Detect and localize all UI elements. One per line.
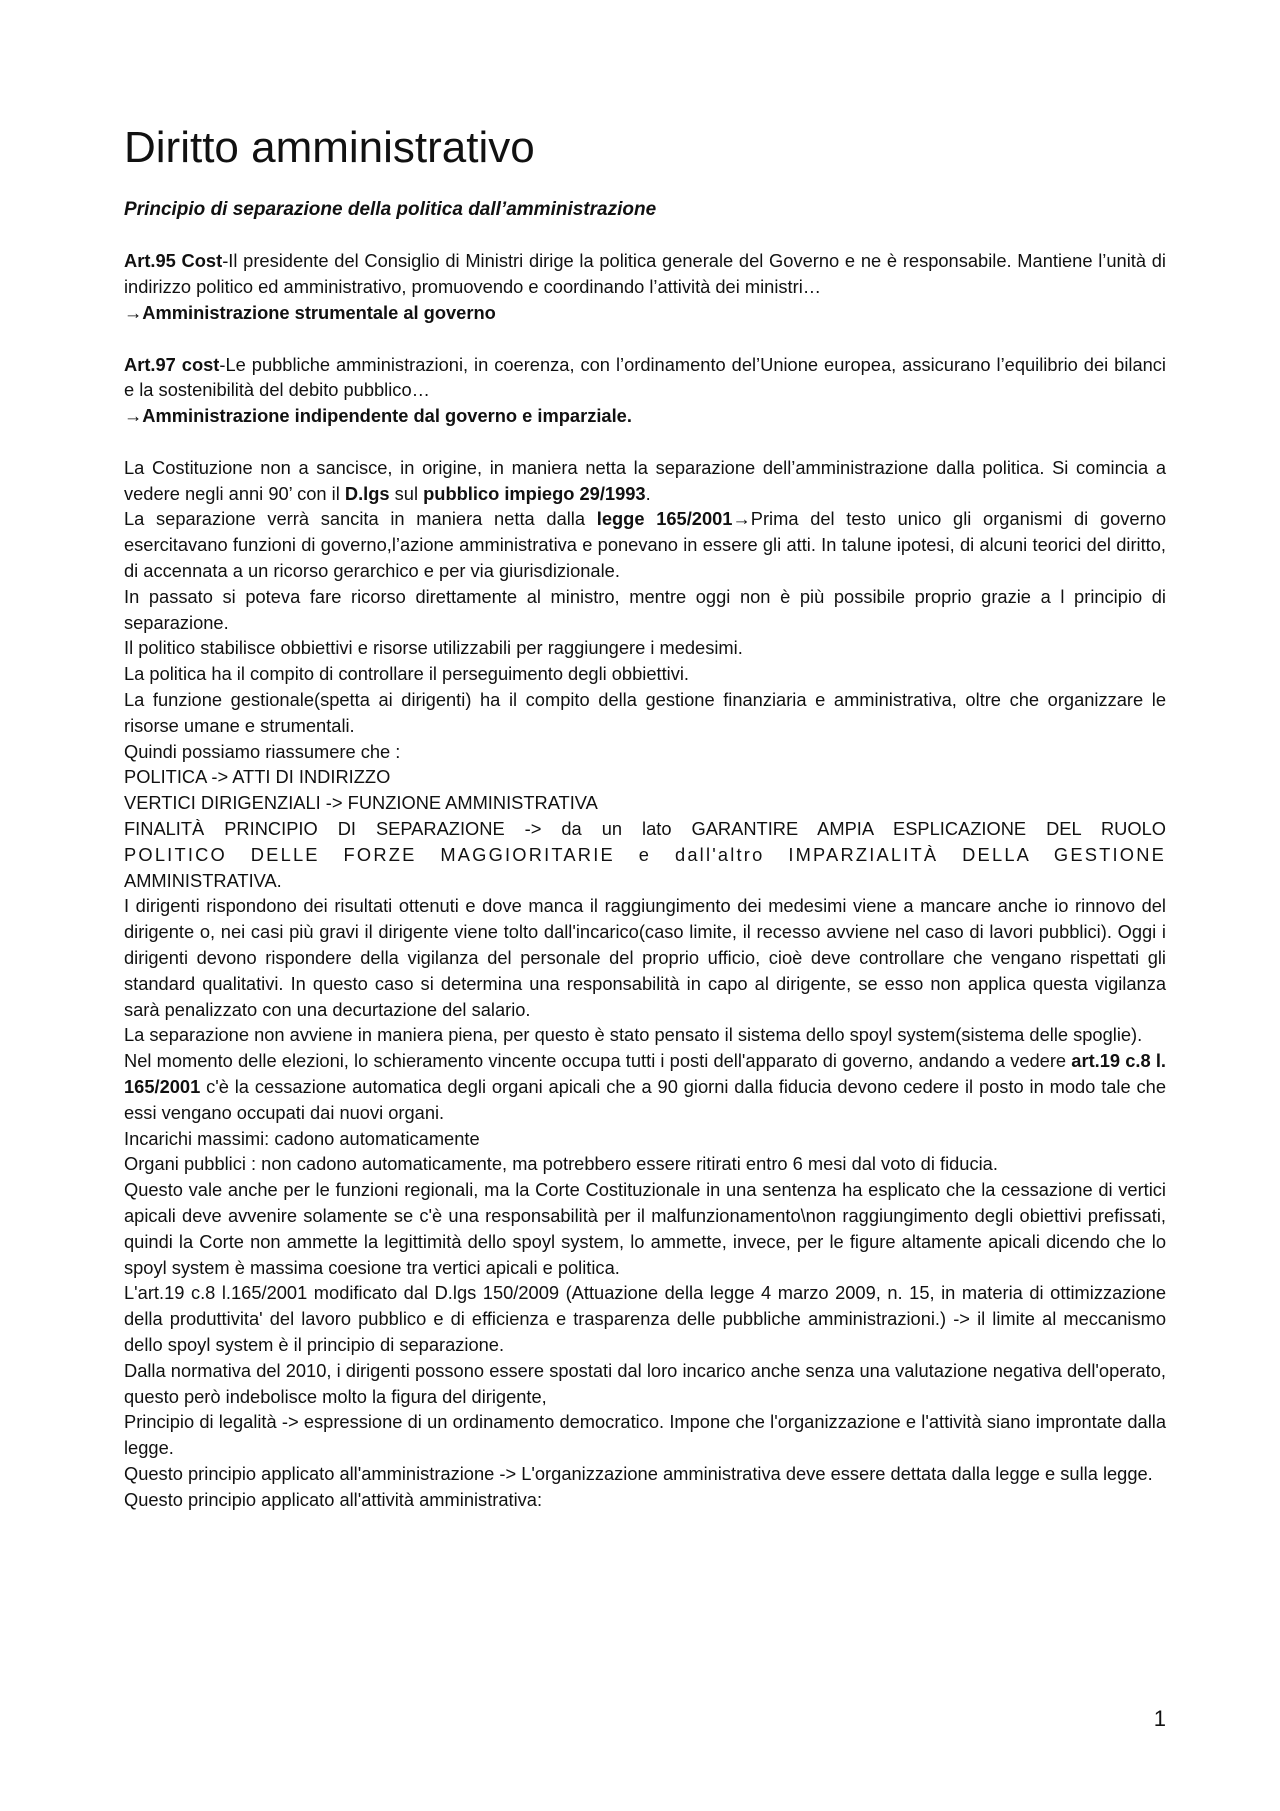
text-span: →Prima del testo unico gli organismi di governo esercitavano funzioni di governo,l’azione amministrativa e ponevano in essere gli atti. In talune ipotesi, di alcuni teorici del diritto, di accennata a un ricorso gerarchico e per via giurisdizionale. [124, 508, 1167, 581]
art95-text: -Il presidente del Consiglio di Ministri dirige la politica generale del Governo e ne è responsabile. Mantiene l’unità di indirizzo politico ed amministrativo, promuovendo e coordinando l’attività dei ministri… [124, 250, 1166, 298]
text-span: Nel momento delle elezioni, lo schieramento vincente occupa tutti i posti dell'apparato di governo, andando a vedere [124, 1050, 1072, 1072]
paragraph: In passato si poteva fare ricorso direttamente al ministro, mentre oggi non è più possibile proprio grazie a l principio di separazione. [124, 585, 1166, 633]
paragraph: La politica ha il compito di controllare il perseguimento degli obbiettivi. [124, 663, 689, 685]
bold-span: D.lgs [344, 482, 390, 504]
paragraph: Questo vale anche per le funzioni regionali, ma la Corte Costituzionale in una sentenza ha esplicato che la cessazione di vertici apicali deve avvenire solamente se c'è una responsabilità per il malfunzionamento\non raggiungimento degli obiettivi prefissati, quindi la Corte non ammette la legittimità dello spoyl system, lo ammette, invece, per le figure altamente apicali dicendo che lo spoyl system è massima coesione tra vertici apicali e politica. [124, 1179, 1166, 1278]
art95-conclusion [124, 300, 1166, 326]
paragraph: Dalla normativa del 2010, i dirigenti possono essere spostati dal loro incarico anche senza una valutazione negativa dell'operato, questo però indebolisce molto la figura del dirigente, [124, 1359, 1166, 1407]
art97-paragraph [124, 352, 1166, 404]
paragraph: Questo principio applicato all'amministrazione -> L'organizzazione amministrativa deve essere dettata dalla legge e sulla legge. [124, 1462, 1153, 1484]
text-span: sul [389, 482, 424, 504]
paragraph: Organi pubblici : non cadono automaticamente, ma potrebbero essere ritirati entro 6 mesi dal voto di fiducia. [124, 1153, 998, 1175]
page-number: 1 [1153, 1706, 1166, 1731]
costituzione-paragraph [124, 455, 1166, 507]
art97-ref: Art.97 cost [124, 353, 220, 375]
art95-conclusion-text: →Amministrazione strumentale al governo [124, 302, 496, 324]
art97-conclusion [124, 403, 1166, 429]
art95-ref: Art.95 Cost [124, 250, 223, 272]
paragraph: La funzione gestionale(spetta ai dirigenti) ha il compito della gestione finanziaria e amministrativa, oltre che organizzare le risorse umane e strumentali. [124, 688, 1166, 736]
finalita-line-2: POLITICO DELLE FORZE MAGGIORITARIE e dall'altro IMPARZIALITÀ DELLA GESTIONE [124, 843, 1166, 865]
paragraph: Incarichi massimi: cadono automaticamente [124, 1127, 480, 1149]
paragraph: L'art.19 c.8 l.165/2001 modificato dal D.lgs 150/2009 (Attuazione della legge 4 marzo 2009, n. 15, in materia di ottimizzazione della produttivita' del lavoro pubblico e di efficienza e trasparenza delle pubbliche amministrazioni.) -> il limite al meccanismo dello spoyl system è il principio di separazione. [124, 1282, 1166, 1355]
legge165-paragraph [124, 506, 1166, 583]
paragraph: Questo principio applicato all'attività amministrativa: [124, 1488, 543, 1510]
text-span: La Costituzione non a sancisce, in origine, in maniera netta la separazione dell’amministrazione dalla politica. Si comincia a vedere negli anni 90’ con il [124, 456, 1166, 504]
paragraph: La separazione non avviene in maniera piena, per questo è stato pensato il sistema dello spoyl system(sistema delle spoglie). [124, 1024, 1143, 1046]
document-title: Diritto amministrativo [124, 123, 535, 172]
elezioni-paragraph [124, 1048, 1166, 1125]
paragraph: VERTICI DIRIGENZIALI -> FUNZIONE AMMINISTRATIVA [124, 792, 598, 814]
section-subtitle: Principio di separazione della politica dall’amministrazione [124, 198, 657, 220]
finalita-line-3: AMMINISTRATIVA. [124, 869, 282, 891]
paragraph: Principio di legalità -> espressione di un ordinamento democratico. Impone che l'organizzazione e l'attività siano improntate dalla legge. [124, 1411, 1166, 1459]
bold-span: art.19 c.8 l. 165/2001 [124, 1050, 1166, 1097]
text-span: La separazione verrà sancita in maniera netta dalla [124, 508, 597, 530]
text-span: c'è la cessazione automatica degli organi apicali che a 90 giorni dalla fiducia devono cedere il posto in modo tale che essi vengano occupati dai nuovi organi. [124, 1075, 1166, 1123]
finalita-line-1: FINALITÀ PRINCIPIO DI SEPARAZIONE -> da un lato GARANTIRE AMPIA ESPLICAZIONE DEL RUOLO [124, 817, 1166, 839]
paragraph: POLITICA -> ATTI DI INDIRIZZO [124, 766, 391, 788]
art97-text: -Le pubbliche amministrazioni, in coerenza, con l’ordinamento del’Unione europea, assicurano l’equilibrio dei bilanci e la sostenibilità del debito pubblico… [124, 353, 1166, 401]
art97-conclusion-text: →Amministrazione indipendente dal governo e imparziale. [124, 405, 632, 427]
text-span: . [645, 482, 651, 504]
paragraph: Il politico stabilisce obbiettivi e risorse utilizzabili per raggiungere i medesimi. [124, 637, 743, 659]
art95-paragraph [124, 248, 1166, 300]
paragraph: I dirigenti rispondono dei risultati ottenuti e dove manca il raggiungimento dei medesimi viene a mancare anche io rinnovo del dirigente o, nei casi più gravi il dirigente viene tolto dall'incarico(caso limite, il recesso avviene nel caso di lavori pubblici). Oggi i dirigenti devono rispondere della vigilanza del personale del proprio ufficio, cioè deve controllare che vengano rispettati gli standard qualitativi. In questo caso si determina una responsabilità in capo al dirigente, se esso non applica questa vigilanza sarà penalizzato con una decurtazione del salario. [124, 895, 1166, 1020]
bold-span: pubblico impiego 29/1993 [423, 482, 646, 504]
bold-span: legge 165/2001 [596, 508, 733, 530]
document-page [124, 122, 1166, 1512]
paragraph: Quindi possiamo riassumere che : [124, 740, 401, 762]
